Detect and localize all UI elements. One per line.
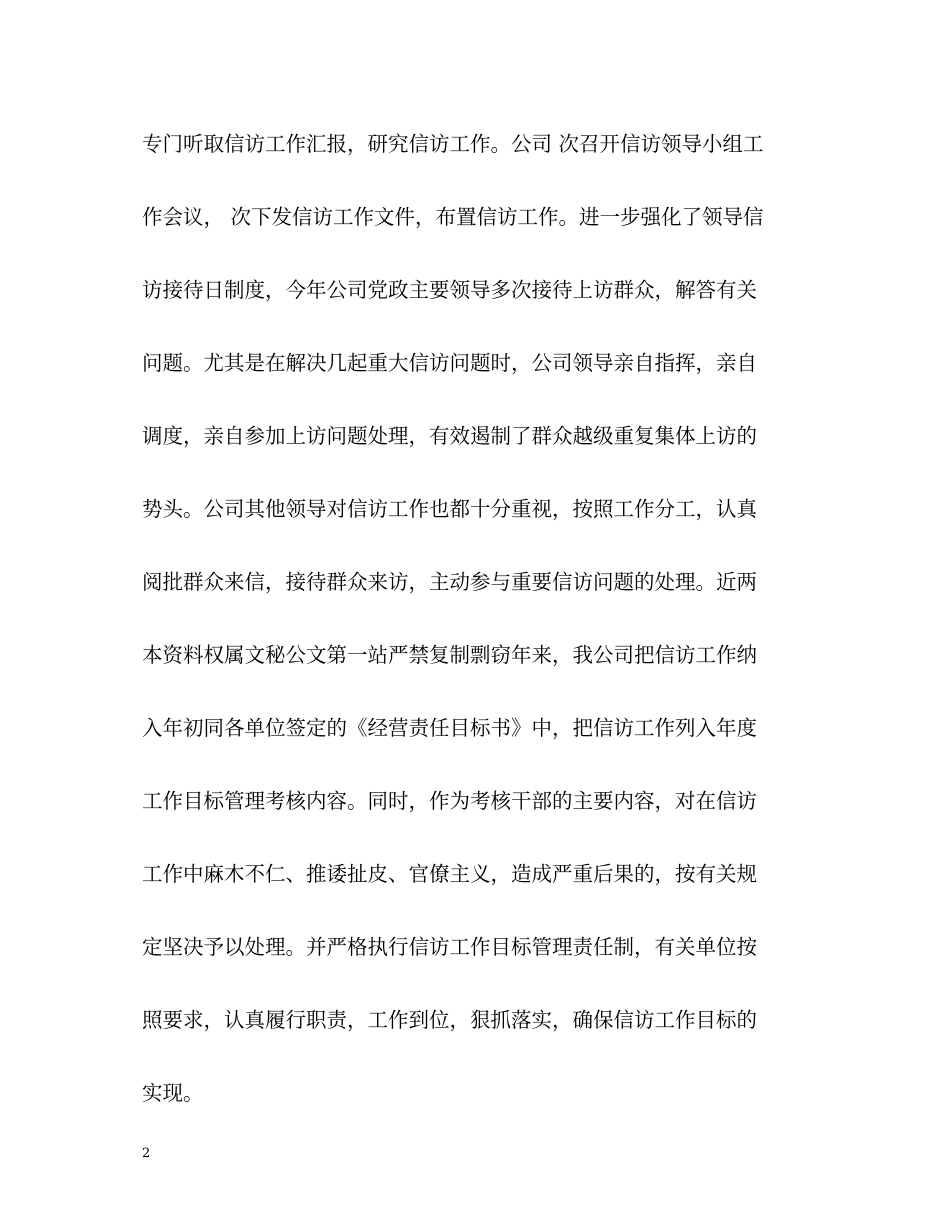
text-line: 问题。尤其是在解决几起重大信访问题时，公司领导亲自指挥，亲自 [142,351,757,375]
text-line: 实现。 [142,1081,204,1105]
text-line: 调度，亲自参加上访问题处理，有效遏制了群众越级重复集体上访的 [142,424,757,448]
text-line: 工作中麻木不仁、推诿扯皮、官僚主义，造成严重后果的，按有关规 [142,862,757,886]
text-line: 作会议， 次下发信访工作文件，布置信访工作。进一步强化了领导信 [142,205,764,229]
text-line: 本资料权属文秘公文第一站严禁复制剽窃年来，我公司把信访工作纳 [142,643,757,667]
text-line: 入年初同各单位签定的《经营责任目标书》中，把信访工作列入年度 [142,716,757,740]
text-line: 专门听取信访工作汇报，研究信访工作。公司 次召开信访领导小组工 [142,132,764,156]
text-line: 阅批群众来信，接待群众来访，主动参与重要信访问题的处理。近两 [142,570,757,594]
text-line: 照要求，认真履行职责，工作到位，狠抓落实，确保信访工作目标的 [142,1008,757,1032]
text-line: 势头。公司其他领导对信访工作也都十分重视，按照工作分工，认真 [142,497,757,521]
text-line: 工作目标管理考核内容。同时，作为考核干部的主要内容，对在信访 [142,789,757,813]
text-line: 访接待日制度，今年公司党政主要领导多次接待上访群众，解答有关 [142,278,757,302]
body-paragraph [142,122,822,1144]
page-number: 2 [142,1146,151,1161]
text-line: 定坚决予以处理。并严格执行信访工作目标管理责任制，有关单位按 [142,935,757,959]
